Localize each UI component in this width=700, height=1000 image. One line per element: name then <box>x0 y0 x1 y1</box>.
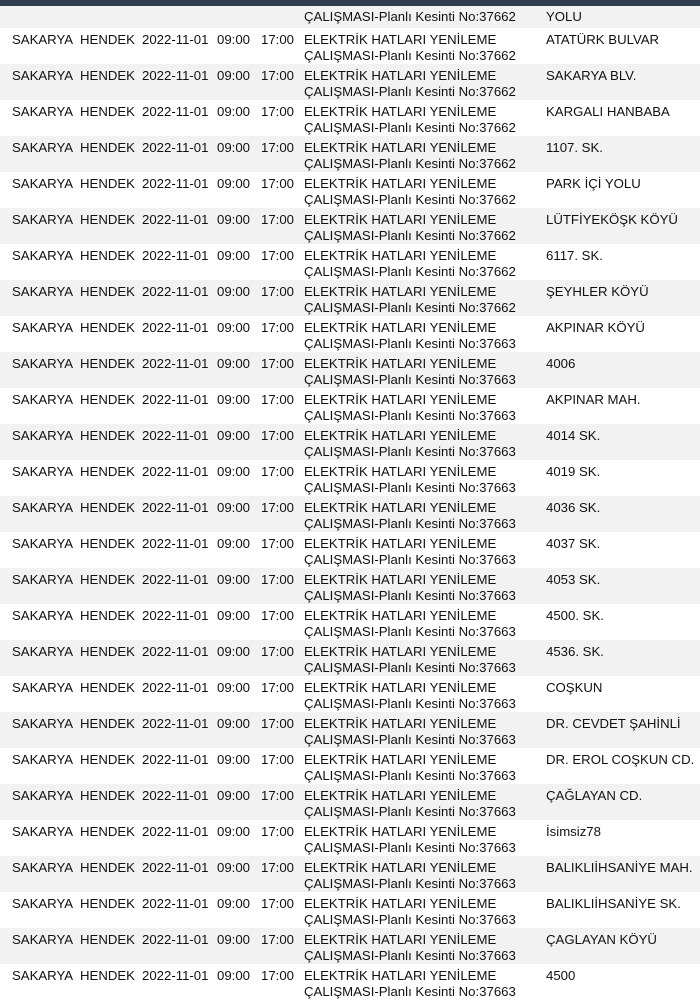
reason-text-line: ÇALIŞMASI-Planlı Kesinti No:37663 <box>304 948 516 963</box>
table-row <box>0 964 700 1000</box>
end-time-cell: 17:00 <box>261 212 295 227</box>
city-cell: SAKARYA <box>12 32 74 47</box>
table-row <box>0 676 700 712</box>
street-cell: BALIKLIİHSANİYE SK. <box>546 896 681 911</box>
reason-cell <box>304 680 516 712</box>
table-row <box>0 280 700 316</box>
reason-cell <box>304 608 516 640</box>
start-time-cell: 09:00 <box>217 428 251 443</box>
city-cell: SAKARYA <box>12 284 74 299</box>
street-cell: LÜTFİYEKÖŞK KÖYÜ <box>546 212 678 227</box>
reason-text-line: ÇALIŞMASI-Planlı Kesinti No:37662 <box>304 192 516 207</box>
reason-text-line: ELEKTRİK HATLARI YENİLEME <box>304 968 497 983</box>
district-cell: HENDEK <box>80 248 135 263</box>
city-cell: SAKARYA <box>12 536 74 551</box>
street-cell: 4053 SK. <box>546 572 601 587</box>
table-row <box>0 64 700 100</box>
table-row <box>0 496 700 532</box>
table-row <box>0 568 700 604</box>
date-cell: 2022-11-01 <box>142 356 209 371</box>
end-time-cell: 17:00 <box>261 608 295 623</box>
end-time-cell: 17:00 <box>261 320 295 335</box>
end-time-cell: 17:00 <box>261 788 295 803</box>
reason-text-line: ÇALIŞMASI-Planlı Kesinti No:37663 <box>304 408 516 423</box>
district-cell: HENDEK <box>80 392 135 407</box>
table-row <box>0 640 700 676</box>
reason-text-line: ÇALIŞMASI-Planlı Kesinti No:37663 <box>304 840 516 855</box>
end-time-cell: 17:00 <box>261 968 295 983</box>
date-cell: 2022-11-01 <box>142 104 209 119</box>
reason-cell <box>304 896 516 928</box>
reason-text-line: ÇALIŞMASI-Planlı Kesinti No:37663 <box>304 336 516 351</box>
district-cell: HENDEK <box>80 644 135 659</box>
reason-text-line: ÇALIŞMASI-Planlı Kesinti No:37663 <box>304 444 516 459</box>
start-time-cell: 09:00 <box>217 968 251 983</box>
city-cell: SAKARYA <box>12 716 74 731</box>
reason-text-line: ELEKTRİK HATLARI YENİLEME <box>304 320 497 335</box>
start-time-cell: 09:00 <box>217 320 251 335</box>
street-cell: 4500 <box>546 968 576 983</box>
district-cell: HENDEK <box>80 104 135 119</box>
city-cell: SAKARYA <box>12 824 74 839</box>
street-cell: 4014 SK. <box>546 428 601 443</box>
city-cell: SAKARYA <box>12 356 74 371</box>
table-row <box>0 244 700 280</box>
reason-text-line: ÇALIŞMASI-Planlı Kesinti No:37662 <box>304 156 516 171</box>
district-cell: HENDEK <box>80 284 135 299</box>
reason-cell <box>304 860 516 892</box>
end-time-cell: 17:00 <box>261 464 295 479</box>
table-row <box>0 604 700 640</box>
reason-text-line: ELEKTRİK HATLARI YENİLEME <box>304 788 497 803</box>
reason-text-line: ELEKTRİK HATLARI YENİLEME <box>304 896 497 911</box>
reason-text-line: ÇALIŞMASI-Planlı Kesinti No:37663 <box>304 660 516 675</box>
reason-text-line: ÇALIŞMASI-Planlı Kesinti No:37663 <box>304 372 516 387</box>
district-cell: HENDEK <box>80 356 135 371</box>
date-cell: 2022-11-01 <box>142 824 209 839</box>
reason-text-line: ÇALIŞMASI-Planlı Kesinti No:37662 <box>304 300 516 315</box>
reason-text-line: ÇALIŞMASI-Planlı Kesinti No:37663 <box>304 912 516 927</box>
city-cell: SAKARYA <box>12 104 74 119</box>
street-cell: ÇAĞLAYAN CD. <box>546 788 643 803</box>
date-cell: 2022-11-01 <box>142 320 209 335</box>
start-time-cell: 09:00 <box>217 356 251 371</box>
date-cell: 2022-11-01 <box>142 32 209 47</box>
district-cell: HENDEK <box>80 608 135 623</box>
reason-text-line: ELEKTRİK HATLARI YENİLEME <box>304 140 497 155</box>
street-cell: 4037 SK. <box>546 536 601 551</box>
reason-text-line: ÇALIŞMASI-Planlı Kesinti No:37663 <box>304 876 516 891</box>
street-cell: ÇAGLAYAN KÖYÜ <box>546 932 657 947</box>
street-cell: 4006 <box>546 356 576 371</box>
date-cell: 2022-11-01 <box>142 716 209 731</box>
city-cell: SAKARYA <box>12 680 74 695</box>
district-cell: HENDEK <box>80 212 135 227</box>
reason-text-line: ELEKTRİK HATLARI YENİLEME <box>304 176 497 191</box>
district-cell: HENDEK <box>80 428 135 443</box>
table-row <box>0 460 700 496</box>
reason-text-line: ELEKTRİK HATLARI YENİLEME <box>304 680 497 695</box>
date-cell: 2022-11-01 <box>142 608 209 623</box>
city-cell: SAKARYA <box>12 860 74 875</box>
city-cell: SAKARYA <box>12 320 74 335</box>
table-row <box>0 784 700 820</box>
district-cell: HENDEK <box>80 788 135 803</box>
date-cell: 2022-11-01 <box>142 248 209 263</box>
reason-cell <box>304 212 516 244</box>
start-time-cell: 09:00 <box>217 788 251 803</box>
date-cell: 2022-11-01 <box>142 572 209 587</box>
date-cell: 2022-11-01 <box>142 284 209 299</box>
table-row <box>0 424 700 460</box>
end-time-cell: 17:00 <box>261 104 295 119</box>
district-cell: HENDEK <box>80 824 135 839</box>
table-row <box>0 28 700 64</box>
start-time-cell: 09:00 <box>217 284 251 299</box>
city-cell: SAKARYA <box>12 392 74 407</box>
city-cell: SAKARYA <box>12 68 74 83</box>
reason-cell <box>304 464 516 496</box>
reason-text-line: ELEKTRİK HATLARI YENİLEME <box>304 428 497 443</box>
city-cell: SAKARYA <box>12 428 74 443</box>
start-time-cell: 09:00 <box>217 608 251 623</box>
table-row <box>0 532 700 568</box>
start-time-cell: 09:00 <box>217 536 251 551</box>
reason-cell <box>304 392 516 424</box>
end-time-cell: 17:00 <box>261 176 295 191</box>
date-cell: 2022-11-01 <box>142 680 209 695</box>
date-cell: 2022-11-01 <box>142 860 209 875</box>
reason-text-line: ÇALIŞMASI-Planlı Kesinti No:37663 <box>304 804 516 819</box>
district-cell: HENDEK <box>80 752 135 767</box>
start-time-cell: 09:00 <box>217 176 251 191</box>
start-time-cell: 09:00 <box>217 392 251 407</box>
street-cell: DR. EROL COŞKUN CD. <box>546 752 695 767</box>
date-cell: 2022-11-01 <box>142 464 209 479</box>
start-time-cell: 09:00 <box>217 716 251 731</box>
reason-text-line: ELEKTRİK HATLARI YENİLEME <box>304 932 497 947</box>
table-row <box>0 388 700 424</box>
district-cell: HENDEK <box>80 500 135 515</box>
reason-text-line: ÇALIŞMASI-Planlı Kesinti No:37663 <box>304 552 516 567</box>
reason-text-line: ÇALIŞMASI-Planlı Kesinti No:37663 <box>304 696 516 711</box>
reason-text-line: ELEKTRİK HATLARI YENİLEME <box>304 500 497 515</box>
reason-cell <box>304 788 516 820</box>
date-cell: 2022-11-01 <box>142 140 209 155</box>
table-row-partial <box>0 6 700 28</box>
street-cell: DR. CEVDET ŞAHİNLİ <box>546 716 681 731</box>
district-cell: HENDEK <box>80 896 135 911</box>
street-cell: SAKARYA BLV. <box>546 68 637 83</box>
end-time-cell: 17:00 <box>261 500 295 515</box>
reason-cell <box>304 644 516 676</box>
date-cell: 2022-11-01 <box>142 536 209 551</box>
district-cell: HENDEK <box>80 680 135 695</box>
reason-text-line: ELEKTRİK HATLARI YENİLEME <box>304 464 497 479</box>
end-time-cell: 17:00 <box>261 644 295 659</box>
reason-text-line: ÇALIŞMASI-Planlı Kesinti No:37662 <box>304 120 516 135</box>
street-cell: 4036 SK. <box>546 500 601 515</box>
table-row <box>0 316 700 352</box>
reason-text-line: ELEKTRİK HATLARI YENİLEME <box>304 860 497 875</box>
district-cell: HENDEK <box>80 536 135 551</box>
table-row <box>0 820 700 856</box>
end-time-cell: 17:00 <box>261 284 295 299</box>
end-time-cell: 17:00 <box>261 248 295 263</box>
end-time-cell: 17:00 <box>261 68 295 83</box>
start-time-cell: 09:00 <box>217 32 251 47</box>
reason-text-line: ÇALIŞMASI-Planlı Kesinti No:37663 <box>304 624 516 639</box>
reason-text-line: ELEKTRİK HATLARI YENİLEME <box>304 356 497 371</box>
end-time-cell: 17:00 <box>261 752 295 767</box>
reason-text-line: ELEKTRİK HATLARI YENİLEME <box>304 392 497 407</box>
street-cell: 4500. SK. <box>546 608 604 623</box>
date-cell: 2022-11-01 <box>142 428 209 443</box>
street-cell: COŞKUN <box>546 680 603 695</box>
end-time-cell: 17:00 <box>261 32 295 47</box>
city-cell: SAKARYA <box>12 212 74 227</box>
city-cell: SAKARYA <box>12 176 74 191</box>
district-cell: HENDEK <box>80 320 135 335</box>
end-time-cell: 17:00 <box>261 392 295 407</box>
reason-text-line: ÇALIŞMASI-Planlı Kesinti No:37662 <box>304 264 516 279</box>
start-time-cell: 09:00 <box>217 644 251 659</box>
reason-text-line: ÇALIŞMASI-Planlı Kesinti No:37663 <box>304 480 516 495</box>
reason-cell <box>304 68 516 100</box>
reason-text-line: ÇALIŞMASI-Planlı Kesinti No:37663 <box>304 516 516 531</box>
start-time-cell: 09:00 <box>217 140 251 155</box>
end-time-cell: 17:00 <box>261 716 295 731</box>
district-cell: HENDEK <box>80 140 135 155</box>
reason-cell <box>304 248 516 280</box>
street-cell: PARK İÇİ YOLU <box>546 176 641 191</box>
city-cell: SAKARYA <box>12 932 74 947</box>
end-time-cell: 17:00 <box>261 428 295 443</box>
table-row <box>0 100 700 136</box>
start-time-cell: 09:00 <box>217 572 251 587</box>
end-time-cell: 17:00 <box>261 140 295 155</box>
reason-text-line: ÇALIŞMASI-Planlı Kesinti No:37663 <box>304 768 516 783</box>
city-cell: SAKARYA <box>12 788 74 803</box>
date-cell: 2022-11-01 <box>142 932 209 947</box>
end-time-cell: 17:00 <box>261 356 295 371</box>
reason-cell: ÇALIŞMASI-Planlı Kesinti No:37662 <box>304 9 516 24</box>
street-cell: 4019 SK. <box>546 464 601 479</box>
street-cell: 1107. SK. <box>546 140 603 155</box>
reason-cell <box>304 536 516 568</box>
reason-text-line: ELEKTRİK HATLARI YENİLEME <box>304 68 497 83</box>
city-cell: SAKARYA <box>12 500 74 515</box>
reason-text-line: ÇALIŞMASI-Planlı Kesinti No:37663 <box>304 588 516 603</box>
table-row <box>0 856 700 892</box>
reason-cell <box>304 356 516 388</box>
city-cell: SAKARYA <box>12 572 74 587</box>
reason-cell <box>304 104 516 136</box>
reason-text-line: ELEKTRİK HATLARI YENİLEME <box>304 32 497 47</box>
street-cell: YOLU <box>546 9 582 24</box>
date-cell: 2022-11-01 <box>142 788 209 803</box>
end-time-cell: 17:00 <box>261 536 295 551</box>
date-cell: 2022-11-01 <box>142 968 209 983</box>
street-cell: İsimsiz78 <box>546 824 601 839</box>
city-cell: SAKARYA <box>12 896 74 911</box>
date-cell: 2022-11-01 <box>142 176 209 191</box>
reason-text-line: ÇALIŞMASI-Planlı Kesinti No:37662 <box>304 228 516 243</box>
street-cell: 4536. SK. <box>546 644 604 659</box>
reason-cell <box>304 284 516 316</box>
start-time-cell: 09:00 <box>217 932 251 947</box>
reason-text-line: ELEKTRİK HATLARI YENİLEME <box>304 104 497 119</box>
start-time-cell: 09:00 <box>217 824 251 839</box>
start-time-cell: 09:00 <box>217 248 251 263</box>
date-cell: 2022-11-01 <box>142 68 209 83</box>
reason-cell <box>304 968 516 1000</box>
start-time-cell: 09:00 <box>217 464 251 479</box>
end-time-cell: 17:00 <box>261 932 295 947</box>
district-cell: HENDEK <box>80 32 135 47</box>
end-time-cell: 17:00 <box>261 824 295 839</box>
reason-text-line: ÇALIŞMASI-Planlı Kesinti No:37662 <box>304 84 516 99</box>
city-cell: SAKARYA <box>12 464 74 479</box>
street-cell: AKPINAR MAH. <box>546 392 641 407</box>
reason-text-line: ÇALIŞMASI-Planlı Kesinti No:37663 <box>304 732 516 747</box>
end-time-cell: 17:00 <box>261 572 295 587</box>
reason-text-line: ÇALIŞMASI-Planlı Kesinti No:37662 <box>304 48 516 63</box>
reason-text-line: ELEKTRİK HATLARI YENİLEME <box>304 536 497 551</box>
reason-text-line: ÇALIŞMASI-Planlı Kesinti No:37663 <box>304 984 516 999</box>
date-cell: 2022-11-01 <box>142 644 209 659</box>
district-cell: HENDEK <box>80 860 135 875</box>
reason-text-line: ELEKTRİK HATLARI YENİLEME <box>304 716 497 731</box>
date-cell: 2022-11-01 <box>142 896 209 911</box>
reason-text-line: ELEKTRİK HATLARI YENİLEME <box>304 284 497 299</box>
date-cell: 2022-11-01 <box>142 392 209 407</box>
start-time-cell: 09:00 <box>217 896 251 911</box>
city-cell: SAKARYA <box>12 140 74 155</box>
reason-cell <box>304 572 516 604</box>
date-cell: 2022-11-01 <box>142 212 209 227</box>
street-cell: AKPINAR KÖYÜ <box>546 320 645 335</box>
street-cell: KARGALI HANBABA <box>546 104 670 119</box>
table-row <box>0 892 700 928</box>
reason-cell <box>304 932 516 964</box>
end-time-cell: 17:00 <box>261 680 295 695</box>
reason-cell <box>304 32 516 64</box>
start-time-cell: 09:00 <box>217 860 251 875</box>
reason-cell <box>304 428 516 460</box>
reason-cell <box>304 752 516 784</box>
date-cell: 2022-11-01 <box>142 500 209 515</box>
district-cell: HENDEK <box>80 176 135 191</box>
city-cell: SAKARYA <box>12 968 74 983</box>
start-time-cell: 09:00 <box>217 212 251 227</box>
start-time-cell: 09:00 <box>217 104 251 119</box>
reason-text-line: ELEKTRİK HATLARI YENİLEME <box>304 572 497 587</box>
end-time-cell: 17:00 <box>261 860 295 875</box>
street-cell: BALIKLIİHSANİYE MAH. <box>546 860 693 875</box>
reason-cell <box>304 824 516 856</box>
outage-table <box>0 6 700 1000</box>
reason-cell <box>304 500 516 532</box>
start-time-cell: 09:00 <box>217 500 251 515</box>
table-row <box>0 136 700 172</box>
reason-cell <box>304 140 516 172</box>
reason-text-line: ELEKTRİK HATLARI YENİLEME <box>304 248 497 263</box>
end-time-cell: 17:00 <box>261 896 295 911</box>
table-row <box>0 748 700 784</box>
reason-text-line: ELEKTRİK HATLARI YENİLEME <box>304 608 497 623</box>
reason-text-line: ELEKTRİK HATLARI YENİLEME <box>304 212 497 227</box>
district-cell: HENDEK <box>80 464 135 479</box>
district-cell: HENDEK <box>80 572 135 587</box>
district-cell: HENDEK <box>80 932 135 947</box>
reason-cell <box>304 716 516 748</box>
district-cell: HENDEK <box>80 716 135 731</box>
reason-cell <box>304 176 516 208</box>
city-cell: SAKARYA <box>12 608 74 623</box>
table-row <box>0 712 700 748</box>
start-time-cell: 09:00 <box>217 68 251 83</box>
table-row <box>0 208 700 244</box>
table-row <box>0 172 700 208</box>
reason-cell <box>304 320 516 352</box>
city-cell: SAKARYA <box>12 644 74 659</box>
date-cell: 2022-11-01 <box>142 752 209 767</box>
reason-text-line: ELEKTRİK HATLARI YENİLEME <box>304 824 497 839</box>
reason-text-line: ELEKTRİK HATLARI YENİLEME <box>304 644 497 659</box>
city-cell: SAKARYA <box>12 248 74 263</box>
street-cell: ŞEYHLER KÖYÜ <box>546 284 649 299</box>
table-row <box>0 928 700 964</box>
city-cell: SAKARYA <box>12 752 74 767</box>
street-cell: ATATÜRK BULVAR <box>546 32 660 47</box>
reason-text-line: ELEKTRİK HATLARI YENİLEME <box>304 752 497 767</box>
start-time-cell: 09:00 <box>217 752 251 767</box>
street-cell: 6117. SK. <box>546 248 603 263</box>
district-cell: HENDEK <box>80 68 135 83</box>
district-cell: HENDEK <box>80 968 135 983</box>
start-time-cell: 09:00 <box>217 680 251 695</box>
table-row <box>0 352 700 388</box>
